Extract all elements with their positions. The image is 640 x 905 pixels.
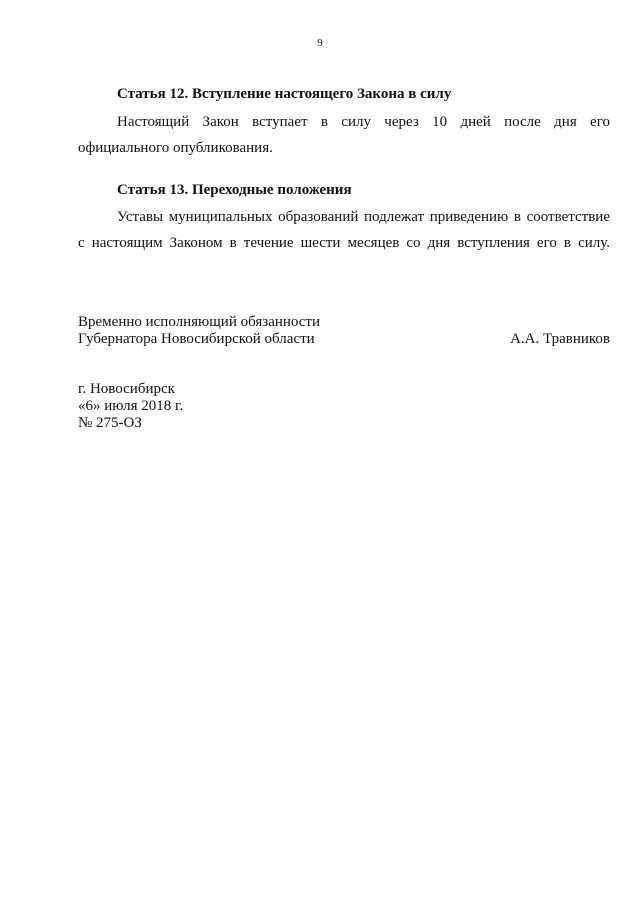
article-12-line-2: официального опубликования. bbox=[78, 140, 273, 156]
signature-title-line-1: Временно исполняющий обязанности bbox=[78, 314, 321, 330]
article-12-line-1: Настоящий Закон вступает в силу через 10 дней после дня его bbox=[117, 114, 610, 130]
article-13-line-1: Уставы муниципальных образований подлежат приведению в соответствие bbox=[117, 209, 610, 225]
city: г. Новосибирск bbox=[78, 381, 175, 397]
adoption-date: «6» июля 2018 г. bbox=[78, 398, 184, 414]
signatory-name: А.А. Травников bbox=[510, 331, 610, 347]
signature-block bbox=[78, 314, 610, 348]
article-12-text bbox=[78, 109, 610, 161]
article-13-heading: Статья 13. Переходные положения bbox=[117, 182, 352, 198]
law-number: № 275-ОЗ bbox=[78, 415, 142, 431]
article-13-line-2: с настоящим Законом в течение шести месяцев со дня вступления его в силу. bbox=[78, 235, 610, 251]
document-meta bbox=[78, 381, 183, 432]
signature-title-line-2: Губернатора Новосибирской области bbox=[78, 331, 315, 347]
signature-row bbox=[78, 331, 610, 348]
page-number: 9 bbox=[317, 37, 323, 49]
article-13-text bbox=[78, 204, 610, 256]
article-12-heading: Статья 12. Вступление настоящего Закона в силу bbox=[117, 86, 452, 102]
